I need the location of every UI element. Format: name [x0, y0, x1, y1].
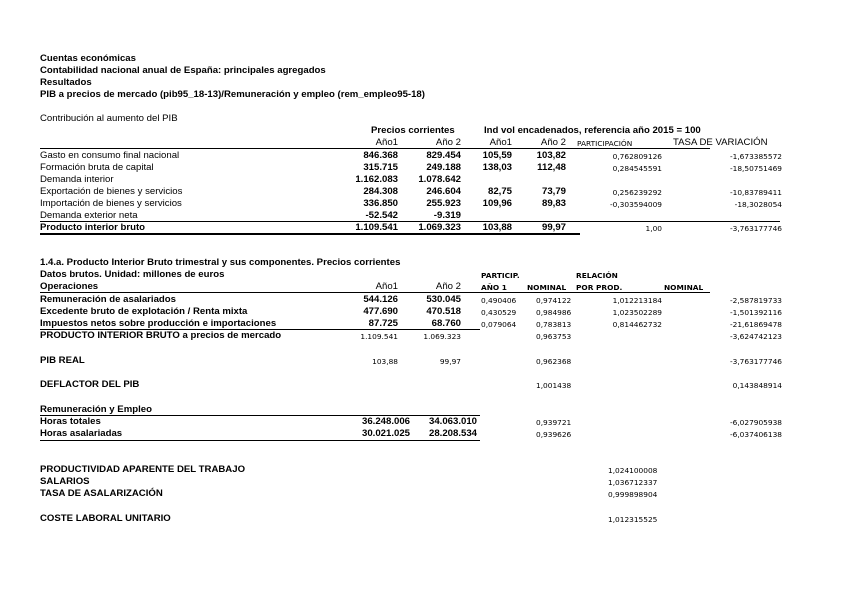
s1-row-part: -0,303594009 [609, 200, 662, 209]
ratio-value: 1,024100008 [608, 466, 658, 475]
col-participacion: PARTICIPACIÓN [577, 139, 633, 148]
pib-real-a1: 103,88 [372, 357, 398, 366]
header-line-3: Resultados [40, 77, 92, 88]
s1-row-a2: 246.604 [426, 186, 461, 197]
s1-row-a2: 829.454 [426, 150, 461, 161]
s2-row-tasa: -2,587819733 [729, 296, 782, 305]
s1-row-label: Importación de bienes y servicios [40, 198, 182, 209]
s2-row-nominal: 0,783813 [536, 320, 572, 329]
s2-header-rule [40, 292, 710, 293]
s2-row-a1: 544.126 [363, 294, 398, 305]
s1-total-part: 1,00 [645, 224, 662, 233]
s2-pib-nominal: 0,963753 [536, 332, 572, 341]
pib-real-nominal: 0,962368 [536, 357, 572, 366]
horas-a2: 28.208.534 [428, 428, 477, 439]
s2-row-label: Impuestos netos sobre producción e importaciones [40, 318, 277, 329]
s1-row-label: Formación bruta de capital [40, 162, 154, 173]
s2-row-label: Remuneración de asalariados [40, 294, 176, 305]
horas-nominal: 0,939626 [536, 430, 572, 439]
s1-total-i2: 99,97 [541, 222, 566, 233]
header-rule [40, 148, 710, 149]
s1-row-i2: 73,79 [541, 186, 566, 197]
s1-row-a2: 249.188 [426, 162, 461, 173]
horas-a2: 34.063.010 [428, 416, 477, 427]
s1-row-part: 0,284545591 [612, 164, 662, 173]
s1-row-label: Demanda exterior neta [40, 210, 138, 221]
horas-tasa: -6,027905938 [729, 418, 782, 427]
s1-row-a1: -52.542 [365, 210, 398, 221]
head-anio1: Año1 [375, 281, 398, 292]
ratio-value: 1,036712337 [608, 478, 658, 487]
deflactor-tasa: 0,143848914 [732, 381, 782, 390]
s2-row-a2: 68.760 [431, 318, 461, 329]
s1-row-a2: 1.078.642 [418, 174, 461, 185]
s2-row-a1: 87.725 [368, 318, 398, 329]
horas-label: Horas totales [40, 416, 101, 427]
s2-row-tasa: -21,61869478 [729, 320, 782, 329]
s1-row-a1: 315.715 [363, 162, 398, 173]
s1-row-a2: 255.923 [426, 198, 461, 209]
s1-row-i2: 89,83 [541, 198, 566, 209]
head-relacion: RELACIÓN [576, 271, 618, 280]
s1-total-a1: 1.109.541 [355, 222, 398, 233]
horas-nominal: 0,939721 [536, 418, 572, 427]
horas-label: Horas asalariadas [40, 428, 123, 439]
header-line-4: PIB a precios de mercado (pib95_18-13)/Remuneración y empleo (rem_empleo95-18) [40, 89, 425, 100]
s2-row-particip: 0,490406 [481, 296, 517, 305]
s1-row-part: 0,762809126 [612, 152, 662, 161]
s1-row-i1: 109,96 [482, 198, 512, 209]
section2-subtitle: Datos brutos. Unidad: millones de euros [40, 269, 225, 280]
deflactor-nominal: 1,001438 [536, 381, 572, 390]
s1-row-tasa: -10,83789411 [729, 188, 782, 197]
group-precios-corrientes: Precios corrientes [371, 125, 455, 136]
s1-row-i1: 138,03 [482, 162, 512, 173]
head-anio2: Año 2 [435, 281, 461, 292]
col-anio2-ind: Año 2 [540, 137, 566, 148]
col-anio1: Año1 [375, 137, 398, 148]
s1-row-a1: 1.162.083 [355, 174, 398, 185]
col-tasa-variacion: TASA DE VARIACIÓN [673, 137, 768, 148]
s1-row-tasa: -18,50751469 [729, 164, 782, 173]
s1-row-label: Exportación de bienes y servicios [40, 186, 183, 197]
s1-row-label: Gasto en consumo final nacional [40, 150, 180, 161]
s2-row-tasa: -1,501392116 [729, 308, 782, 317]
s2-row-nominal: 0,984986 [536, 308, 572, 317]
horas-a1: 30.021.025 [361, 428, 410, 439]
head-particip: PARTICIP. [481, 271, 520, 280]
s2-row-relacion: 1,012213184 [612, 296, 662, 305]
s1-total-a2: 1.069.323 [418, 222, 461, 233]
horas-a1: 36.248.006 [361, 416, 410, 427]
head-por-prod: POR PROD. [576, 283, 623, 292]
s1-row-i1: 82,75 [487, 186, 512, 197]
s1-row-a1: 336.850 [363, 198, 398, 209]
s2-row-particip: 0,430529 [481, 308, 517, 317]
s2-row-a2: 470.518 [426, 306, 461, 317]
s2-row-particip: 0,079064 [481, 320, 517, 329]
s1-row-a1: 846.368 [363, 150, 398, 161]
section2-title: 1.4.a. Producto Interior Bruto trimestral y sus componentes. Precios corrientes [40, 257, 401, 268]
s1-total-tasa: -3,763177746 [729, 224, 782, 233]
s1-row-a1: 284.308 [363, 186, 398, 197]
pib-real-tasa: -3,763177746 [729, 357, 782, 366]
s2-row-nominal: 0,974122 [536, 296, 572, 305]
s1-row-i2: 112,48 [537, 162, 566, 173]
s2-row-a1: 477.690 [363, 306, 398, 317]
s1-row-a2: -9.319 [433, 210, 461, 221]
s2-pib-tasa: -3,624742123 [729, 332, 782, 341]
s1-row-i1: 105,59 [482, 150, 512, 161]
header-line-1: Cuentas económicas [40, 53, 136, 64]
clu-label: COSTE LABORAL UNITARIO [40, 513, 171, 524]
head-operaciones: Operaciones [40, 281, 99, 292]
s1-row-i2: 103,82 [536, 150, 566, 161]
total-rule-bottom [40, 233, 580, 235]
ratio-label: PRODUCTIVIDAD APARENTE DEL TRABAJO [40, 464, 246, 475]
group-indices-volumen: Ind vol encadenados, referencia año 2015 = 100 [484, 125, 701, 136]
header-line-2: Contabilidad nacional anual de España: principales agregados [40, 65, 326, 76]
ratio-label: TASA DE ASALARIZACIÓN [40, 488, 163, 499]
head-nominal-2: NOMINAL [664, 283, 704, 292]
s1-row-part: 0,256239292 [612, 188, 662, 197]
s2-row-label: Excedente bruto de explotación / Renta mixta [40, 306, 248, 317]
section1-title: Contribución al aumento del PIB [40, 113, 178, 124]
clu-value: 1,012315525 [608, 515, 658, 524]
pib-real-label: PIB REAL [40, 355, 85, 366]
s1-total-i1: 103,88 [482, 222, 512, 233]
s2-row-relacion: 0,814462732 [612, 320, 662, 329]
ratio-label: SALARIOS [40, 476, 90, 487]
col-anio1-ind: Año1 [489, 137, 512, 148]
head-anio1b: AÑO 1 [481, 283, 507, 292]
s2-row-a2: 530.045 [426, 294, 461, 305]
s1-row-tasa: -18,3028054 [734, 200, 782, 209]
head-nominal: NOMINAL [527, 283, 567, 292]
horas-bottom-rule [40, 440, 480, 441]
pib-real-a2: 99,97 [439, 357, 461, 366]
s1-row-label: Demanda interior [40, 174, 114, 185]
s2-row-relacion: 1,023502289 [612, 308, 662, 317]
horas-tasa: -6,037406138 [729, 430, 782, 439]
s2-pib-label: PRODUCTO INTERIOR BRUTO a precios de mercado [40, 330, 282, 341]
s2-pib-a2: 1.069.323 [423, 332, 461, 341]
ratio-value: 0,999898904 [608, 490, 658, 499]
s1-row-tasa: -1,673385572 [729, 152, 782, 161]
s2-pib-a1: 1.109.541 [360, 332, 398, 341]
s1-total-label: Producto interior bruto [40, 222, 145, 233]
col-anio2: Año 2 [435, 137, 461, 148]
rem-empleo-title: Remuneración y Empleo [40, 404, 152, 415]
deflactor-label: DEFLACTOR DEL PIB [40, 379, 140, 390]
